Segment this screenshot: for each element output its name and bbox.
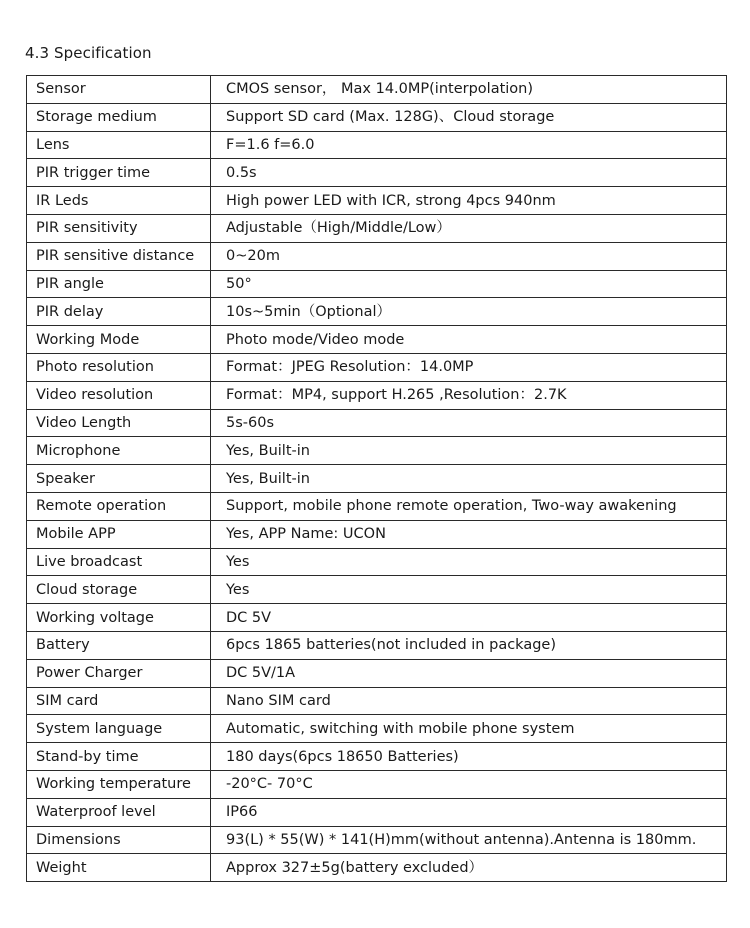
spec-label: PIR angle — [27, 270, 211, 298]
spec-label: Speaker — [27, 465, 211, 493]
table-row — [27, 298, 727, 326]
table-row — [27, 465, 727, 493]
table-row — [27, 409, 727, 437]
spec-label: PIR sensitivity — [27, 214, 211, 242]
spec-value: DC 5V/1A — [211, 659, 727, 687]
table-row — [27, 659, 727, 687]
spec-value: Support, mobile phone remote operation, Two-way awakening — [211, 492, 727, 520]
spec-label: PIR trigger time — [27, 159, 211, 187]
spec-value: 5s-60s — [211, 409, 727, 437]
spec-label: Mobile APP — [27, 520, 211, 548]
table-row — [27, 576, 727, 604]
spec-label: Power Charger — [27, 659, 211, 687]
table-row — [27, 631, 727, 659]
spec-value: Photo mode/Video mode — [211, 326, 727, 354]
section-title: 4.3 Specification — [25, 44, 152, 62]
spec-value: DC 5V — [211, 604, 727, 632]
spec-value: F=1.6 f=6.0 — [211, 131, 727, 159]
spec-value: 180 days(6pcs 18650 Batteries) — [211, 743, 727, 771]
spec-label: Sensor — [27, 76, 211, 104]
spec-label: Working temperature — [27, 770, 211, 798]
spec-value: Format：JPEG Resolution：14.0MP — [211, 353, 727, 381]
table-row — [27, 548, 727, 576]
spec-label: Working Mode — [27, 326, 211, 354]
spec-label: Waterproof level — [27, 798, 211, 826]
spec-label: Photo resolution — [27, 353, 211, 381]
spec-value: Approx 327±5g(battery excluded） — [211, 854, 727, 882]
spec-value: CMOS sensor， Max 14.0MP(interpolation) — [211, 76, 727, 104]
spec-value: 0~20m — [211, 242, 727, 270]
spec-value: 50° — [211, 270, 727, 298]
spec-label: Video resolution — [27, 381, 211, 409]
spec-label: Weight — [27, 854, 211, 882]
table-row — [27, 854, 727, 882]
table-row — [27, 242, 727, 270]
spec-value: Yes — [211, 548, 727, 576]
table-row — [27, 326, 727, 354]
table-row — [27, 743, 727, 771]
spec-label: Cloud storage — [27, 576, 211, 604]
spec-label: IR Leds — [27, 187, 211, 215]
spec-value: Yes — [211, 576, 727, 604]
spec-value: 93(L) * 55(W) * 141(H)mm(without antenna).Antenna is 180mm. — [211, 826, 727, 854]
spec-label: Working voltage — [27, 604, 211, 632]
specification-table-body — [27, 76, 727, 882]
spec-label: Battery — [27, 631, 211, 659]
table-row — [27, 687, 727, 715]
table-row — [27, 492, 727, 520]
spec-label: Storage medium — [27, 103, 211, 131]
spec-label: PIR delay — [27, 298, 211, 326]
spec-value: High power LED with ICR, strong 4pcs 940nm — [211, 187, 727, 215]
spec-label: Video Length — [27, 409, 211, 437]
table-row — [27, 715, 727, 743]
table-row — [27, 826, 727, 854]
spec-value: IP66 — [211, 798, 727, 826]
table-row — [27, 798, 727, 826]
table-row — [27, 214, 727, 242]
spec-label: PIR sensitive distance — [27, 242, 211, 270]
table-row — [27, 353, 727, 381]
table-row — [27, 437, 727, 465]
spec-label: Microphone — [27, 437, 211, 465]
specification-table — [26, 75, 727, 882]
spec-label: Stand-by time — [27, 743, 211, 771]
spec-value: Yes, Built-in — [211, 437, 727, 465]
spec-value: Nano SIM card — [211, 687, 727, 715]
spec-value: Adjustable（High/Middle/Low） — [211, 214, 727, 242]
table-row — [27, 270, 727, 298]
table-row — [27, 187, 727, 215]
spec-label: System language — [27, 715, 211, 743]
spec-value: Yes, Built-in — [211, 465, 727, 493]
spec-label: Dimensions — [27, 826, 211, 854]
spec-value: Yes, APP Name: UCON — [211, 520, 727, 548]
table-row — [27, 76, 727, 104]
spec-label: Remote operation — [27, 492, 211, 520]
table-row — [27, 604, 727, 632]
table-row — [27, 381, 727, 409]
spec-value: 6pcs 1865 batteries(not included in package) — [211, 631, 727, 659]
spec-value: 0.5s — [211, 159, 727, 187]
spec-label: SIM card — [27, 687, 211, 715]
table-row — [27, 520, 727, 548]
spec-value: Support SD card (Max. 128G)、Cloud storage — [211, 103, 727, 131]
spec-label: Lens — [27, 131, 211, 159]
table-row — [27, 103, 727, 131]
table-row — [27, 159, 727, 187]
spec-value: -20°C- 70°C — [211, 770, 727, 798]
spec-value: Automatic, switching with mobile phone system — [211, 715, 727, 743]
table-row — [27, 770, 727, 798]
table-row — [27, 131, 727, 159]
spec-value: Format：MP4, support H.265 ,Resolution：2.7K — [211, 381, 727, 409]
spec-label: Live broadcast — [27, 548, 211, 576]
spec-value: 10s~5min（Optional） — [211, 298, 727, 326]
